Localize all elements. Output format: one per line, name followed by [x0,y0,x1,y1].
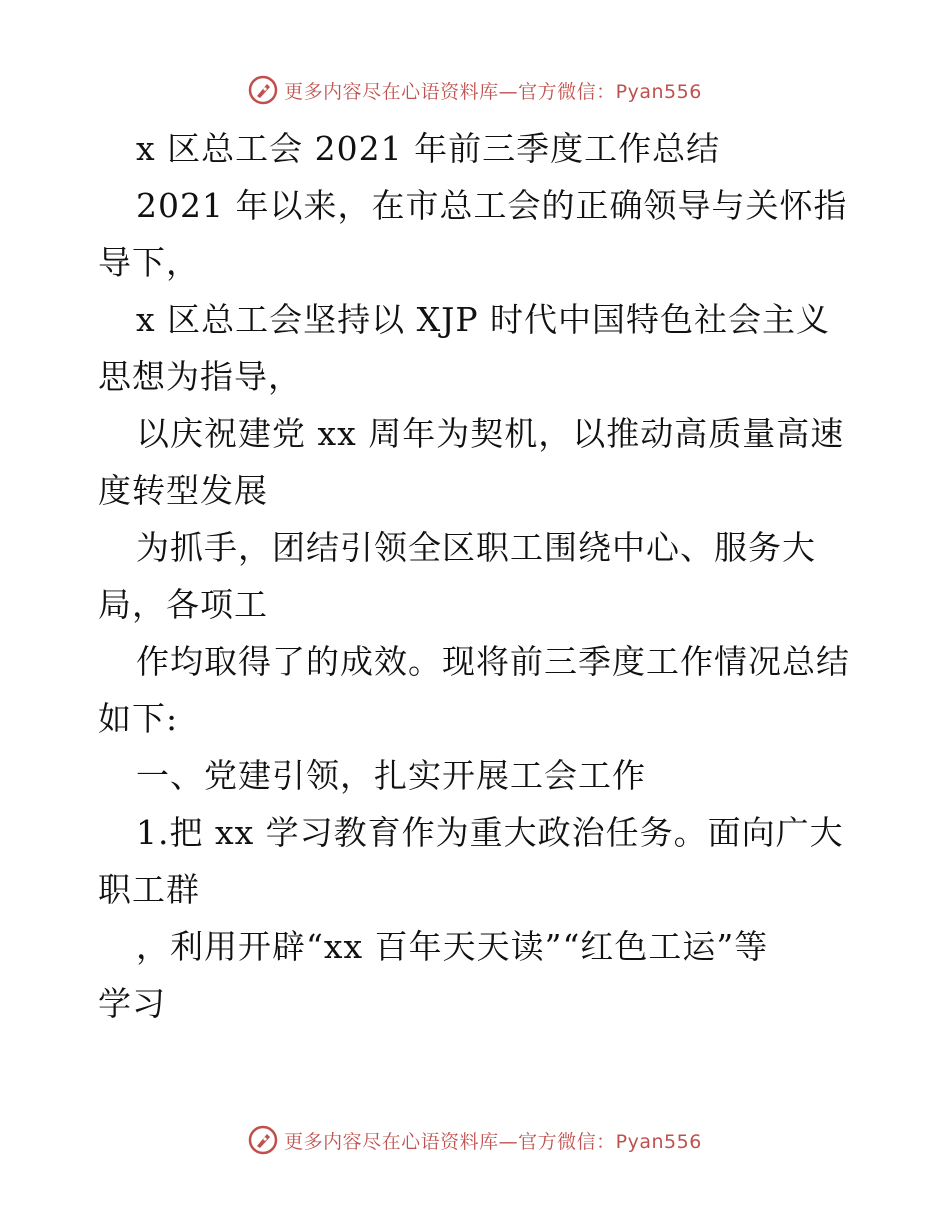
paragraph-line: 为抓手，团结引领全区职工围绕中心、服务大 [136,528,816,567]
pen-nib-logo-icon [248,1125,278,1155]
paragraph-line: 思想为指导， [98,357,302,396]
paragraph-line: 2021 年以来，在市总工会的正确领导与关怀指 [136,186,848,225]
paragraph-line: 学习 [98,984,166,1023]
paragraph-line: ，利用开辟“xx 百年天天读”“红色工运”等 [136,927,769,966]
pen-nib-logo-icon [248,75,278,105]
paragraph-line: 1.把 xx 学习教育作为重大政治任务。面向广大 [136,813,844,852]
footer-banner-text: 更多内容尽在心语资料库—官方微信：Pyan556 [284,1130,702,1153]
document-body [98,120,858,1032]
footer-banner [0,1120,950,1160]
document-title: x 区总工会 2021 年前三季度工作总结 [136,129,721,168]
paragraph-line: 局，各项工 [98,585,268,624]
paragraph-line: 导下， [98,243,200,282]
paragraph-line: 职工群 [98,870,200,909]
paragraph-line: 作均取得了的成效。现将前三季度工作情况总结 [136,642,850,681]
paragraph-line: x 区总工会坚持以 XJP 时代中国特色社会主义 [136,300,831,339]
paragraph-line: 如下: [98,699,179,738]
header-banner-text: 更多内容尽在心语资料库—官方微信：Pyan556 [284,80,702,103]
paragraph-line: 度转型发展 [98,471,268,510]
section-heading: 一、党建引领，扎实开展工会工作 [136,756,646,795]
header-banner [0,70,950,110]
paragraph-line: 以庆祝建党 xx 周年为契机，以推动高质量高速 [136,414,845,453]
